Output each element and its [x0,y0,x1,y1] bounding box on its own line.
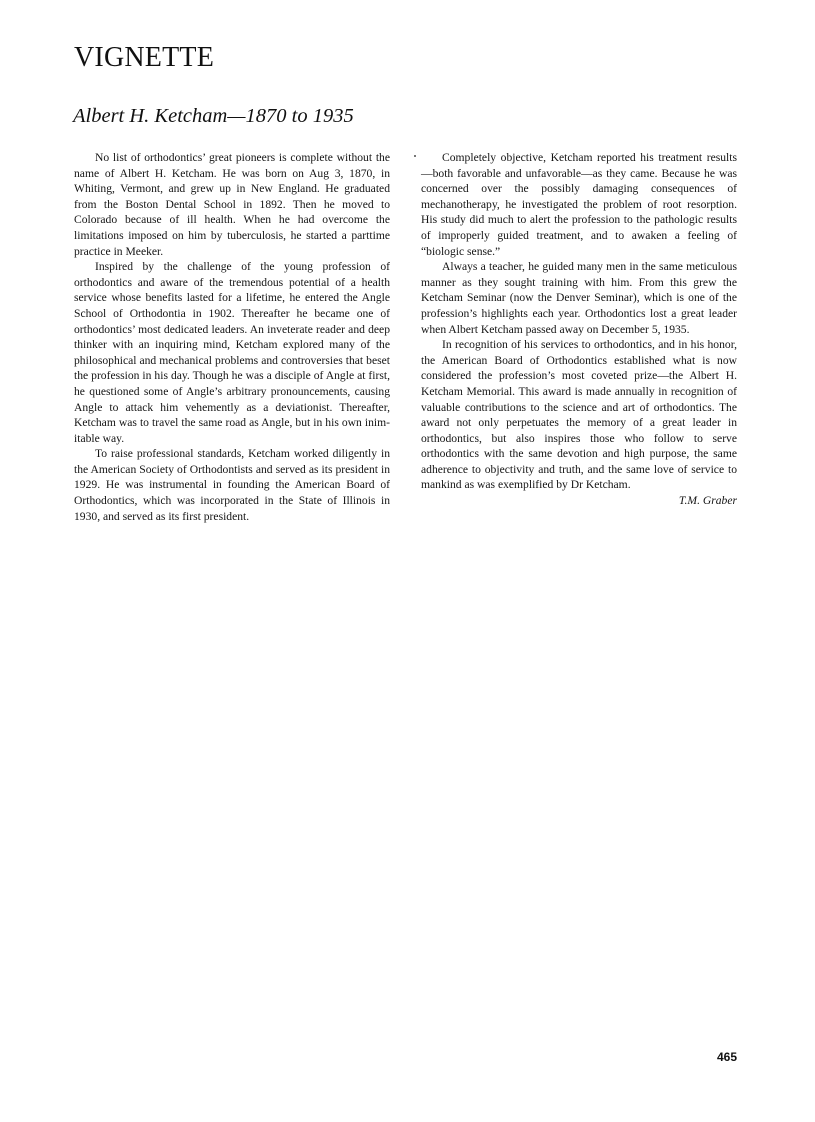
article-title: Albert H. Ketcham—1870 to 1935 [73,105,354,127]
paragraph-angle-school: Inspired by the challenge of the young profession of orthodontics and aware of the tremendous potential of a health service whose benefits lasted for a lifetime, he entered the Angle School of Orthodontia in 1902. Thereafter he became one of orthodontics’ most dedicated leaders. An inveterate reader and deep thinker with an inquiring mind, Ketcham explored many of the philosophical and mechanical problems and controversies that beset the profession in his day. Though he was a disciple of Angle at first, he questioned some of Angle’s arbitrary pronouncements, causing Angle to attack him vehemently as a deviationist. Thereafter, Ketcham was to travel the same road as Angle, but in his own inimitable way. [74,260,390,445]
paragraph-memorial-award: In recognition of his services to orthodontics, and in his honor, the American Board of Orthodontics established what is now considered the profession’s most coveted prize—the Albert H. Ketcham Memorial. This award is made annually in recognition of valuable contributions to the science and art of orthodontics. The award not only perpetuates the memory of a great leader in orthodontics, but also inspires those who follow to serve orthodontics with the same devotion and high purpose, the same adherence to objectivity and truth, and the same love of service to mankind as was exemplified by Dr Ketcham. [421,338,737,492]
stray-mark [414,155,416,157]
author-signature: T.M. Graber [678,494,737,508]
paragraph-professional-standards: To raise professional standards, Ketcham worked diligently in the American Society of Orthodontists and served as its president in 1929. He was instrumental in founding the American Board of Orthodontics, which was incorporated in the State of Illinois in 1930, and served as its first president. [74,447,390,523]
paragraph-early-life: No list of orthodontics’ great pioneers is complete without the name of Albert H. Ketcham. He was born on Aug 3, 1870, in Whiting, Vermont, and grew up in New England. He graduated from the Boston Dental School in 1892. Then he moved to Colorado because of ill health. When he had overcome the limitations imposed on him by tuberculosis, he started a parttime practice in Meeker. [74,151,390,258]
left-column [74,150,390,524]
paragraph-objectivity: Completely objective, Ketcham reported his treatment results—both favorable and unfavorable—as they came. Because he was concerned over the possibly damaging consequences of mechanotherapy, he investigated the problem of root resorption. His study did much to alert the profession to the pathologic results of improperly guided treatment, and to awaken a feeling of “biologic sense.” [421,151,737,258]
paragraph-teacher: Always a teacher, he guided many men in the same meticulous manner as they sought training with him. From this grew the Ketcham Seminar (now the Denver Seminar), which is one of the profession’s highlights each year. Orthodontics lost a great leader when Albert Ketcham passed away on December 5, 1935. [421,260,737,336]
page-number: 465 [717,1050,738,1064]
right-column [421,150,737,509]
section-title: VIGNETTE [74,42,215,73]
